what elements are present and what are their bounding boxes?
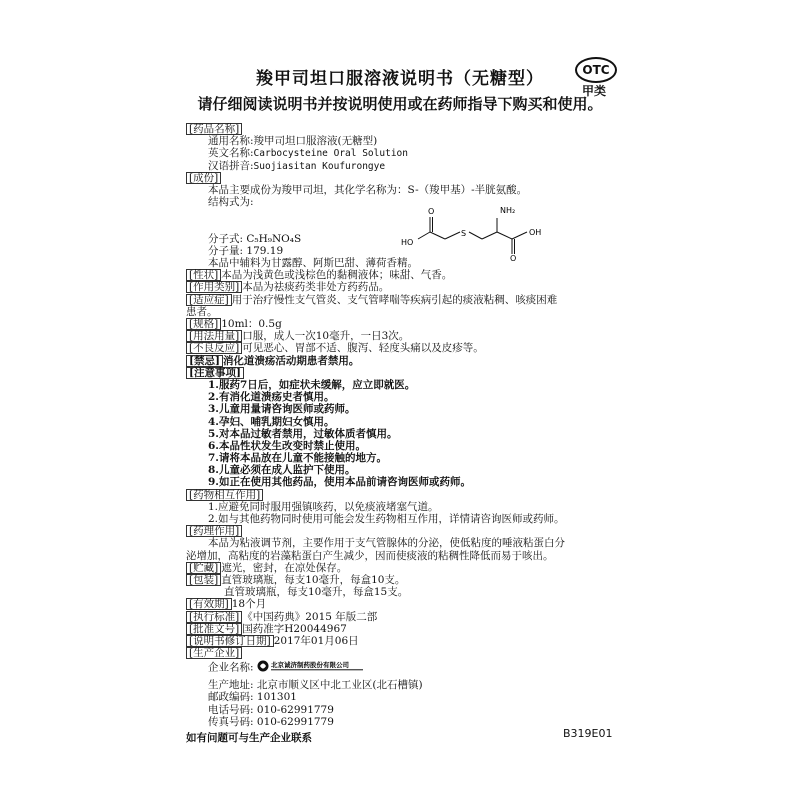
zip-value: 101301 bbox=[256, 691, 297, 704]
fax-value: 010-62991779 bbox=[256, 715, 334, 728]
company-logo bbox=[257, 659, 367, 676]
section-heading: [药品名称] bbox=[186, 123, 242, 135]
address-label: 生产地址: bbox=[208, 679, 254, 692]
structure-label: HO bbox=[401, 238, 414, 247]
category-text: 本品为祛痰药类非处方药药品。 bbox=[242, 281, 390, 294]
formula-label: 分子式: bbox=[208, 232, 244, 245]
properties-heading: [性状] bbox=[186, 269, 221, 281]
phone-value: 010-62991779 bbox=[256, 703, 334, 716]
precaution-item: 4.孕妇、哺乳期妇女慎用。 bbox=[208, 415, 335, 428]
address-value: 北京市顺义区中北工业区(北石槽镇) bbox=[256, 679, 423, 692]
structure-label: 结构式为: bbox=[208, 196, 254, 209]
section-heading: [药物相互作用] bbox=[186, 489, 263, 501]
formula-value: C₅H₉NO₄S bbox=[246, 232, 302, 245]
weight-label: 分子量: bbox=[208, 244, 244, 257]
section-heading: [成份] bbox=[186, 172, 221, 184]
section-heading: [药理作用] bbox=[186, 525, 242, 537]
adverse-text: 可见恶心、胃部不适、腹泻、轻度头痛以及皮疹等。 bbox=[242, 342, 484, 355]
company-label: 企业名称: bbox=[208, 661, 254, 674]
document-title: 羧甲司坦口服溶液说明书（无糖型） bbox=[256, 69, 544, 89]
validity-text: 18个月 bbox=[231, 598, 267, 611]
english-name-value: Carbocysteine Oral Solution bbox=[253, 148, 408, 160]
precaution-item: 6.本品性状发生改变时禁止使用。 bbox=[208, 439, 366, 452]
package-text-2: 直管玻璃瓶，每支10毫升，每盒15支。 bbox=[224, 586, 409, 599]
excipients-text: 本品中辅料为甘露醇、阿斯巴甜、薄荷香精。 bbox=[208, 257, 418, 270]
interaction-item: 2.如与其他药物同时使用可能会发生药物相互作用，详情请咨询医师或药师。 bbox=[208, 513, 565, 525]
generic-name-label: 通用名称: bbox=[208, 135, 254, 148]
storage-text: 遮光，密封，在凉处保存。 bbox=[221, 561, 348, 574]
chemical-structure-diagram bbox=[400, 201, 560, 261]
standard-text: 《中国药典》2015 年版二部 bbox=[242, 610, 378, 623]
precaution-item: 2.有消化道溃疡史者慎用。 bbox=[208, 391, 335, 404]
pinyin-label: 汉语拼音: bbox=[208, 159, 254, 172]
indications-text-cont: 患者。 bbox=[186, 305, 218, 318]
drug-name-section bbox=[186, 123, 622, 135]
precaution-item: 8.儿童必须在成人监护下使用。 bbox=[208, 464, 356, 477]
precaution-item: 7.请将本品放在儿童不能接触的地方。 bbox=[208, 452, 387, 465]
weight-value: 179.19 bbox=[246, 244, 284, 257]
interactions-section bbox=[186, 489, 622, 501]
precaution-item: 9.如正在使用其他药品，使用本品前请咨询医师或药师。 bbox=[208, 476, 471, 489]
pharmacology-text-cont: 泌增加，高粘度的岩藻粘蛋白产生减少，因而使痰液的粘稠性降低而易于咳出。 bbox=[186, 549, 554, 562]
contact-note: 如有问题可与生产企业联系 bbox=[186, 732, 312, 744]
revision-heading: [说明书修订日期] bbox=[186, 635, 274, 647]
storage-heading: [贮藏] bbox=[186, 562, 221, 574]
section-heading: [注意事项] bbox=[186, 367, 244, 379]
pharmacology-section bbox=[186, 525, 622, 537]
interaction-item: 1.应避免同时服用强镇咳药，以免痰液堵塞气道。 bbox=[208, 500, 439, 513]
precaution-item: 3.儿童用量请咨询医师或药师。 bbox=[208, 403, 356, 416]
dosage-text: 口服，成人一次10毫升，一日3次。 bbox=[242, 330, 410, 343]
validity-heading: [有效期] bbox=[186, 598, 232, 610]
otc-class-label: 甲类 bbox=[582, 84, 607, 98]
specification-heading: [规格] bbox=[186, 318, 221, 330]
document-code: B319E01 bbox=[563, 727, 613, 740]
company-logo-icon bbox=[257, 659, 367, 673]
english-name-label: 英文名称: bbox=[208, 147, 254, 160]
section-heading: [生产企业] bbox=[186, 647, 242, 659]
composition-section bbox=[186, 172, 622, 184]
adverse-heading: [不良反应] bbox=[186, 342, 242, 354]
structure-label: OH bbox=[529, 228, 542, 237]
contraindications-heading: [禁忌] bbox=[186, 355, 223, 367]
package-heading: [包装] bbox=[186, 574, 221, 586]
composition-main: 本品主要成份为羧甲司坦，其化学名称为：S-（羧甲基）-半胱氨酸。 bbox=[208, 183, 528, 196]
company-logo-text: 北京诚济制药股份有限公司 bbox=[270, 661, 349, 670]
pharmacology-text: 本品为粘液调节剂，主要作用于支气管腺体的分泌，使低粘度的唾液粘蛋白分 bbox=[208, 537, 565, 550]
approval-text: 国药准字H20044967 bbox=[242, 622, 347, 635]
dosage-heading: [用法用量] bbox=[186, 330, 242, 342]
structure-label: NH₂ bbox=[500, 206, 516, 215]
category-heading: [作用类别] bbox=[186, 281, 242, 293]
fax-label: 传真号码: bbox=[208, 715, 254, 728]
structure-label: O bbox=[428, 207, 435, 216]
approval-heading: [批准文号] bbox=[186, 623, 242, 635]
indications-heading: [适应症] bbox=[186, 294, 232, 306]
precaution-item: 1.服药7日后，如症状未缓解，应立即就医。 bbox=[208, 378, 416, 391]
structure-label: S bbox=[461, 229, 467, 238]
precautions-section bbox=[186, 367, 622, 379]
package-text: 直管玻璃瓶，每支10毫升，每盒10支。 bbox=[221, 573, 406, 586]
otc-badge: OTC bbox=[575, 57, 617, 83]
zip-label: 邮政编码: bbox=[208, 691, 254, 704]
revision-text: 2017年01月06日 bbox=[273, 634, 359, 647]
structure-label: O bbox=[510, 254, 517, 261]
phone-label: 电话号码: bbox=[208, 703, 254, 716]
manufacturer-section bbox=[186, 647, 622, 659]
specification-text: 10ml：0.5g bbox=[221, 318, 282, 330]
properties-text: 本品为浅黄色或浅棕色的黏稠液体；味甜、气香。 bbox=[221, 269, 453, 282]
indications-text: 用于治疗慢性支气管炎、支气管哮喘等疾病引起的痰液粘稠、咳痰困难 bbox=[231, 293, 558, 306]
contraindications-text: 消化道溃疡活动期患者禁用。 bbox=[222, 354, 360, 367]
precaution-item: 5.对本品过敏者禁用，过敏体质者慎用。 bbox=[208, 427, 398, 440]
document-subtitle: 请仔细阅读说明书并按说明使用或在药师指导下购买和使用。 bbox=[197, 95, 603, 113]
pinyin-value: Suojiasitan Koufurongye bbox=[253, 160, 386, 172]
standard-heading: [执行标准] bbox=[186, 611, 242, 623]
generic-name-value: 羧甲司坦口服溶液(无糖型) bbox=[253, 135, 378, 148]
